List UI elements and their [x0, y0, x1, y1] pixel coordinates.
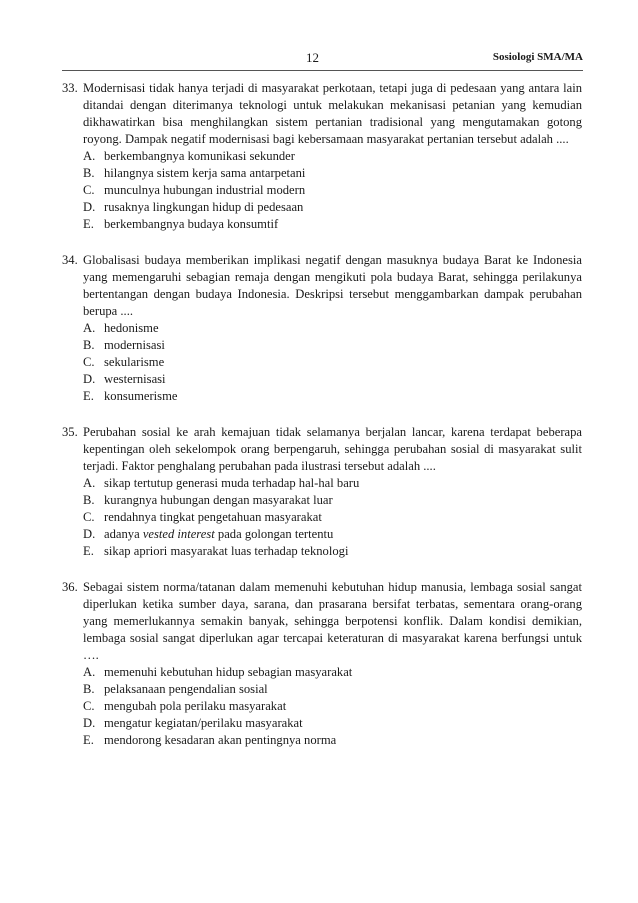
option-text	[104, 526, 582, 543]
option-list	[83, 148, 582, 233]
option-d	[83, 199, 582, 216]
option-e	[83, 732, 582, 749]
option-text: mengatur kegiatan/perilaku masyarakat	[104, 716, 303, 730]
option-letter: A.	[83, 149, 96, 163]
option-letter: B.	[83, 338, 95, 352]
option-letter: C.	[83, 183, 95, 197]
option-text-after: pada golongan tertentu	[214, 527, 334, 541]
option-letter: D.	[83, 527, 96, 541]
option-letter: B.	[83, 166, 95, 180]
option-text: konsumerisme	[104, 389, 178, 403]
option-letter: B.	[83, 493, 95, 507]
option-b	[83, 165, 582, 182]
option-e	[83, 216, 582, 233]
option-letter: C.	[83, 355, 95, 369]
option-text: mendorong kesadaran akan pentingnya norma	[104, 733, 337, 747]
option-letter: C.	[83, 510, 95, 524]
question-list	[62, 80, 582, 768]
option-letter: E.	[83, 217, 94, 231]
option-c	[83, 354, 582, 371]
option-a	[83, 664, 582, 681]
option-text: modernisasi	[104, 338, 165, 352]
question-text: Modernisasi tidak hanya terjadi di masyarakat perkotaan, tetapi juga di pedesaan yang antara lain ditandai dengan diterimanya teknologi untuk melakukan mekanisasi petanian yang kemudian dikhawatirkan bisa menghilangkan sistem pertanian tradisional yang mengutamakan gotong royong. Dampak negatif modernisasi bagi kebersamaan masyarakat pertanian tersebut adalah ....	[83, 81, 582, 146]
option-d	[83, 371, 582, 388]
subject-title: Sosiologi SMA/MA	[492, 51, 583, 63]
option-text: rusaknya lingkungan hidup di pedesaan	[104, 200, 304, 214]
option-list	[83, 475, 582, 560]
option-b	[83, 681, 582, 698]
option-letter: D.	[83, 372, 96, 386]
option-letter: A.	[83, 321, 96, 335]
option-text: sikap apriori masyarakat luas terhadap teknologi	[104, 544, 349, 558]
option-text: berkembangnya komunikasi sekunder	[104, 149, 295, 163]
option-c	[83, 509, 582, 526]
question-number: 35.	[62, 425, 78, 439]
question-33	[62, 80, 582, 233]
option-letter: A.	[83, 476, 96, 490]
option-e	[83, 543, 582, 560]
option-letter: C.	[83, 699, 95, 713]
option-a	[83, 475, 582, 492]
option-letter: B.	[83, 682, 95, 696]
question-text: Sebagai sistem norma/tatanan dalam memenuhi kebutuhan hidup manusia, lembaga sosial sangat diperlukan ketika sumber daya, sarana, dan prasarana bersifat terbatas, sementara orang-orang yang memerlukannya semakin banyak, sehingga berpotensi konflik. Dalam kondisi demikian, lembaga sosial sangat diperlukan agar tercapai keteraturan di masyarakat karena berfungsi untuk ….	[83, 580, 582, 662]
option-text: rendahnya tingkat pengetahuan masyarakat	[104, 510, 322, 524]
option-d	[83, 715, 582, 732]
page-number: 12	[306, 50, 319, 65]
page-header	[0, 50, 638, 70]
option-letter: E.	[83, 733, 94, 747]
option-text-before: adanya	[104, 527, 143, 541]
option-list	[83, 664, 582, 749]
question-number: 33.	[62, 81, 78, 95]
option-text: memenuhi kebutuhan hidup sebagian masyarakat	[104, 665, 353, 679]
header-divider	[62, 70, 583, 71]
option-text: pelaksanaan pengendalian sosial	[104, 682, 268, 696]
question-34	[62, 252, 582, 405]
question-text: Perubahan sosial ke arah kemajuan tidak selamanya berjalan lancar, karena terdapat beberapa kepentingan oleh sekelompok orang berpengaruh, sehingga perubahan sosial di masyarakat sulit terjadi. Faktor penghalang perubahan pada ilustrasi tersebut adalah ....	[83, 425, 582, 473]
option-letter: D.	[83, 716, 96, 730]
option-e	[83, 388, 582, 405]
option-b	[83, 492, 582, 509]
option-letter: E.	[83, 544, 94, 558]
question-36	[62, 579, 582, 749]
option-text: hilangnya sistem kerja sama antarpetani	[104, 166, 306, 180]
option-a	[83, 320, 582, 337]
option-letter: E.	[83, 389, 94, 403]
question-text: Globalisasi budaya memberikan implikasi negatif dengan masuknya budaya Barat ke Indonesia yang memengaruhi sebagian remaja dengan mengikuti pola budaya Barat, sehingga perilakunya bertentangan dengan budaya Indonesia. Deskripsi tersebut menggambarkan dampak perubahan berupa ....	[83, 253, 582, 318]
option-text: westernisasi	[104, 372, 166, 386]
question-number: 34.	[62, 253, 78, 267]
option-letter: D.	[83, 200, 96, 214]
option-text: mengubah pola perilaku masyarakat	[104, 699, 287, 713]
option-text: berkembangnya budaya konsumtif	[104, 217, 279, 231]
option-b	[83, 337, 582, 354]
option-c	[83, 698, 582, 715]
option-a	[83, 148, 582, 165]
option-letter: A.	[83, 665, 96, 679]
question-35	[62, 424, 582, 560]
option-text: kurangnya hubungan dengan masyarakat luar	[104, 493, 333, 507]
question-number: 36.	[62, 580, 78, 594]
option-text: sikap tertutup generasi muda terhadap hal-hal baru	[104, 476, 360, 490]
option-list	[83, 320, 582, 405]
option-text: hedonisme	[104, 321, 159, 335]
option-text: munculnya hubungan industrial modern	[104, 183, 306, 197]
option-d	[83, 526, 582, 543]
option-text-italic: vested interest	[142, 527, 215, 541]
option-text: sekularisme	[104, 355, 165, 369]
option-c	[83, 182, 582, 199]
